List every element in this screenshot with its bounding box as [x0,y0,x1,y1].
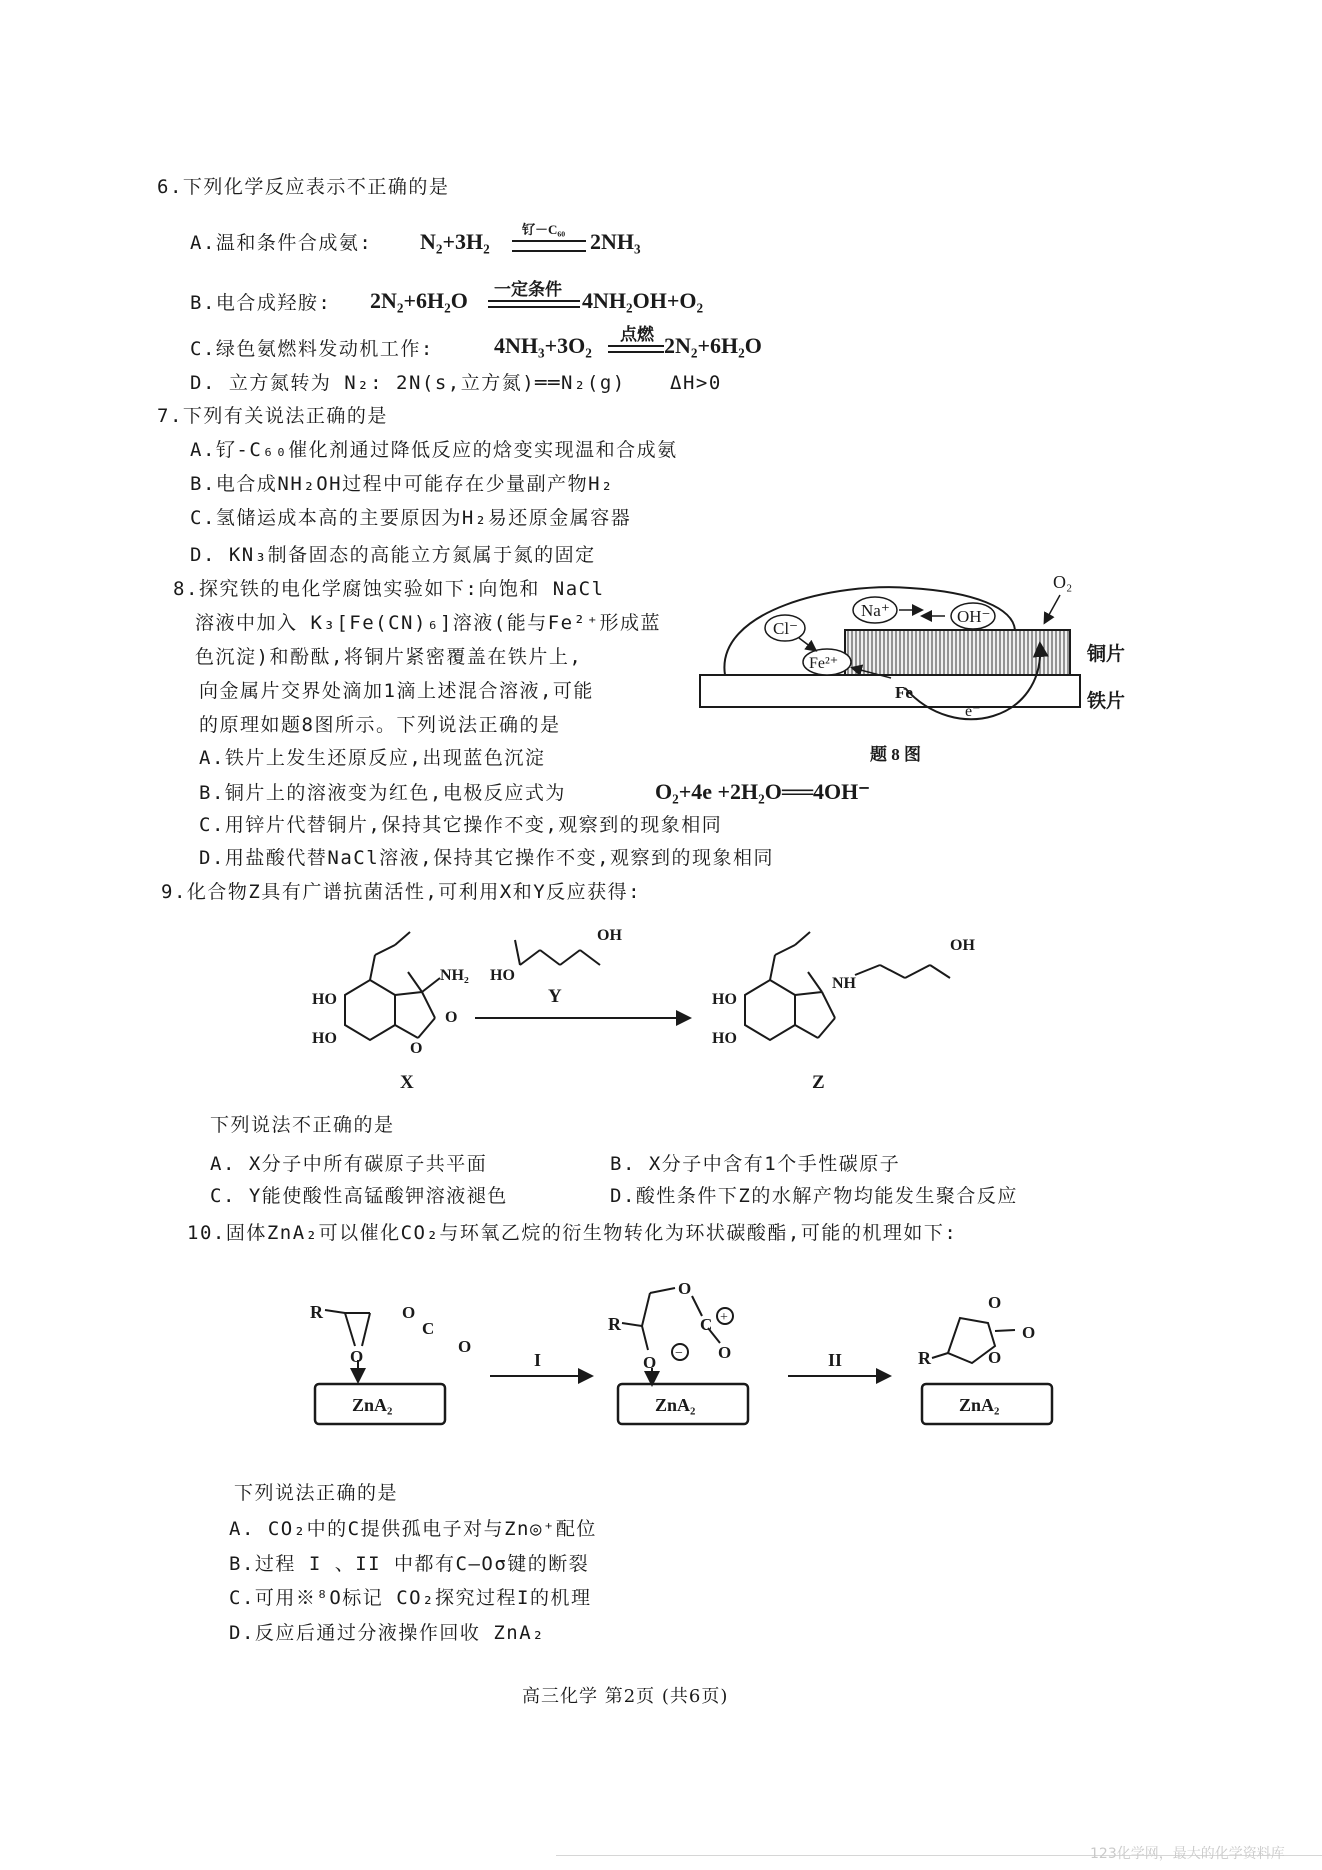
cyclic-carbonate-structure [932,1318,1015,1363]
q10-mechanism-scheme [300,1268,1080,1428]
equals-arrow-icon [488,300,580,308]
q6-option-d: D. 立方氮转为 N₂: 2N(s,立方氮)══N₂(g) [190,372,626,394]
compound-y-structure [515,940,600,965]
zna2-label-1: ZnA₂ [352,1395,393,1415]
q6-option-d-enthalpy: ΔH>0 [670,372,722,394]
y-oh: OH [597,927,622,944]
electron-label: e⁻ [965,703,981,720]
q8-stem-line5: 的原理如题8图所示。下列说法正确的是 [199,714,561,736]
iron-plate-label: 铁片 [1087,691,1126,712]
ferrous-ion-label: Fe²⁺ [809,655,839,672]
q7-option-a: A.钌-C₆₀催化剂通过降低反应的焓变实现温和合成氨 [190,439,678,461]
z-oh: OH [950,937,975,954]
q10-option-b: B.过程 I 、II 中都有C—Oσ键的断裂 [229,1553,590,1575]
q6-option-b-rhs: 4NH₂OH+O₂ [582,288,704,313]
co2-o2: O [458,1337,472,1356]
oxygen-label: O₂ [1053,572,1073,592]
compound-x-label: X [400,1072,414,1093]
copper-plate-label: 铜片 [1087,644,1126,665]
q6-option-c-rhs: 2N₂+6H₂O [664,333,762,358]
q8-stem-line1: 8.探究铁的电化学腐蚀实验如下:向饱和 NaCl [173,578,605,600]
hydroxide-ion-label: OH⁻ [957,607,991,626]
q8-corrosion-diagram [695,570,1125,770]
zna2-label-2: ZnA₂ [655,1395,696,1415]
q10-option-a: A. CO₂中的C提供孤电子对与Zn◎⁺配位 [229,1518,597,1540]
carbonate-o3: O [1022,1323,1036,1342]
q8-option-b-equation: O₂+4e +2H₂O══4OH⁻ [655,779,870,804]
intermediate-c: C [700,1315,713,1334]
q8-option-b: B.铜片上的溶液变为红色,电极反应式为 [199,782,566,804]
q7-stem: 7.下列有关说法正确的是 [157,405,388,427]
step-ii-label: II [828,1350,843,1370]
q8-option-d: D.用盐酸代替NaCl溶液,保持其它操作不变,观察到的现象相同 [199,847,775,869]
intermediate-structure [622,1288,733,1383]
q6-option-b-condition: 一定条件 [494,280,562,299]
q7-option-b: B.电合成NH₂OH过程中可能存在少量副产物H₂ [190,473,614,495]
q6-stem: 6.下列化学反应表示不正确的是 [157,176,450,198]
q8-stem-line4: 向金属片交界处滴加1滴上述混合溶液,可能 [199,680,594,702]
q6-option-c-condition: 点燃 [620,325,654,344]
q6-option-b-label: B.电合成羟胺: [190,292,332,314]
q6-option-b-lhs: 2N₂+6H₂O [370,288,468,313]
carbonate-o1: O [988,1293,1002,1312]
q10-stem: 10.固体ZnA₂可以催化CO₂与环氧乙烷的衍生物转化为环状碳酸酯,可能的机理如下: [187,1222,958,1244]
x-nh2: NH₂ [440,967,469,984]
intermediate-o2: O [718,1343,732,1362]
epoxide-r: R [310,1302,323,1322]
compound-y-label: Y [548,986,562,1007]
q7-option-d: D. KN₃制备固态的高能立方氮属于氮的固定 [190,544,596,566]
y-ho: HO [490,967,515,984]
q6-option-a-rhs: 2NH₃ [590,229,641,254]
q6-option-a-lhs: N₂+3H₂ [420,229,490,254]
intermediate-o1: O [678,1279,692,1298]
q10-prompt: 下列说法正确的是 [234,1482,399,1504]
zna2-label-3: ZnA₂ [959,1395,1000,1415]
intermediate-r: R [608,1314,621,1334]
q8-stem-line2: 溶液中加入 K₃[Fe(CN)₆]溶液(能与Fe²⁺形成蓝 [195,612,661,634]
q8-stem-line3: 色沉淀)和酚酞,将铜片紧密覆盖在铁片上, [195,646,583,668]
x-ring-o: O [410,1040,423,1057]
watermark-text: 123化学网，最大的化学资料库 [1090,1846,1285,1862]
equals-arrow-icon [608,345,664,353]
z-ho-top: HO [712,991,737,1008]
epoxide-o: O [350,1347,364,1366]
q9-option-b: B. X分子中含有1个手性碳原子 [610,1153,901,1175]
page-footer: 高三化学 第2页 (共6页) [522,1686,729,1707]
z-nh: NH [832,975,856,992]
q9-stem: 9.化合物Z具有广谱抗菌活性,可利用X和Y反应获得: [161,881,642,903]
step-i-label: I [534,1350,542,1370]
reversible-arrow-icon [512,240,586,252]
x-carbonyl-o: O [445,1009,458,1026]
q7-option-c: C.氢储运成本高的主要原因为H₂易还原金属容器 [190,507,632,529]
q8-option-c: C.用锌片代替铜片,保持其它操作不变,观察到的现象相同 [199,814,723,836]
compound-z-label: Z [812,1072,825,1093]
z-ho-bottom: HO [712,1030,737,1047]
q10-option-d: D.反应后通过分液操作回收 ZnA₂ [229,1622,546,1644]
x-ho-top: HO [312,991,337,1008]
epoxide-structure [325,1310,370,1380]
q9-option-a: A. X分子中所有碳原子共平面 [210,1153,488,1175]
q9-prompt: 下列说法不正确的是 [210,1114,395,1136]
q9-option-d: D.酸性条件下Z的水解产物均能发生聚合反应 [610,1185,1018,1207]
q6-option-a-label: A.温和条件合成氨: [190,232,373,254]
q6-option-c-lhs: 4NH₃+3O₂ [494,333,592,358]
positive-charge-icon: + [720,1310,728,1325]
x-ho-bottom: HO [312,1030,337,1047]
q6-option-a-condition: 钌－C₆₀ [522,222,566,237]
chloride-ion-label: Cl⁻ [773,619,799,638]
carbonate-o2: O [988,1348,1002,1367]
q9-reaction-scheme [310,920,1030,1093]
figure-8-caption: 题 8 图 [870,745,921,764]
co2-c: C [422,1319,435,1338]
q10-option-c: C.可用※⁸O标记 CO₂探究过程I的机理 [229,1587,592,1609]
negative-charge-icon: − [675,1346,683,1361]
intermediate-o3: O [643,1353,657,1372]
co2-o1: O [402,1303,416,1322]
sodium-ion-label: Na⁺ [861,601,890,620]
iron-label: Fe [895,683,913,702]
q6-option-c-label: C.绿色氨燃料发动机工作: [190,338,434,360]
compound-x-structure [345,932,440,1040]
q9-option-c: C. Y能使酸性高锰酸钾溶液褪色 [210,1185,508,1207]
carbonate-r: R [918,1348,931,1368]
q8-option-a: A.铁片上发生还原反应,出现蓝色沉淀 [199,747,546,769]
